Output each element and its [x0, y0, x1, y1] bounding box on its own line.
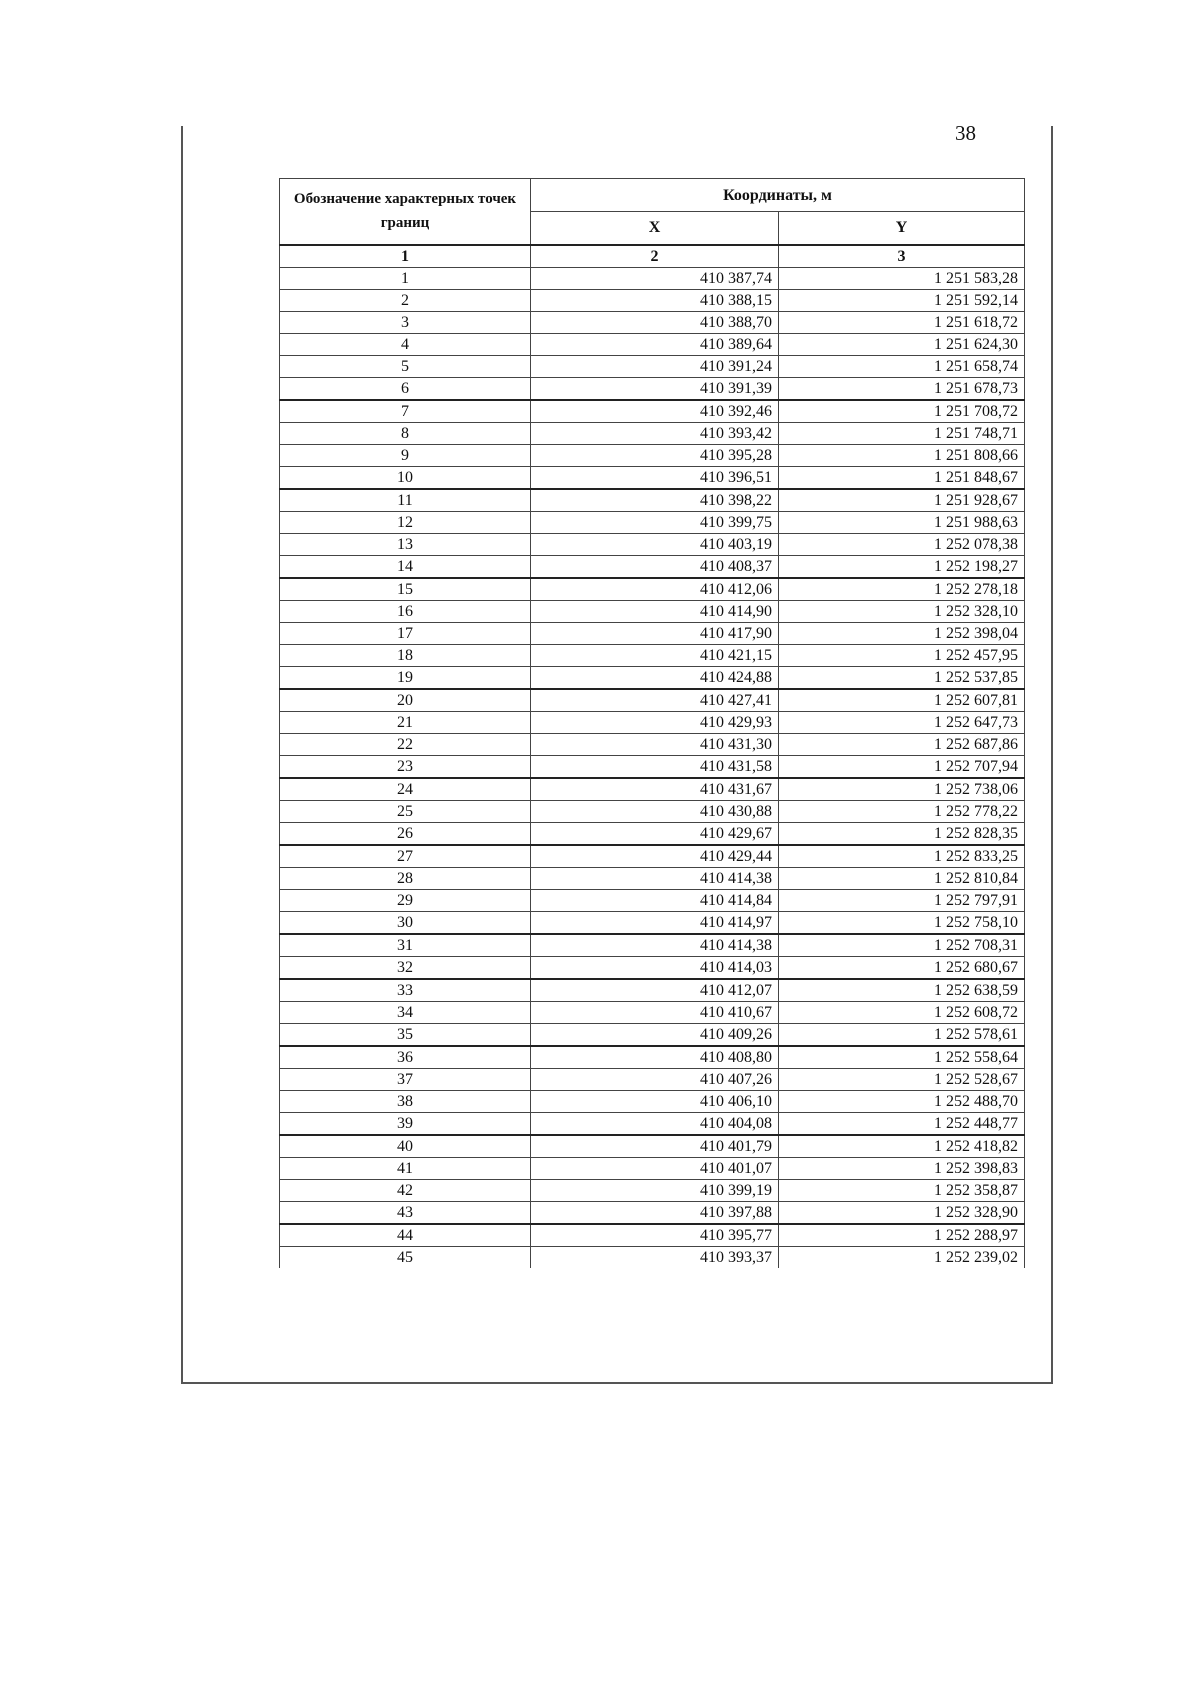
x-coordinate-cell: 410 395,77	[531, 1224, 779, 1247]
x-coordinate-cell: 410 414,97	[531, 911, 779, 934]
x-coordinate-cell: 410 406,10	[531, 1090, 779, 1112]
x-coordinate-cell: 410 392,46	[531, 400, 779, 423]
y-coordinate-cell: 1 251 848,67	[779, 466, 1025, 489]
x-coordinate-cell: 410 408,37	[531, 555, 779, 578]
x-coordinate-cell: 410 404,08	[531, 1112, 779, 1135]
table-row	[280, 911, 1025, 934]
point-number-cell: 32	[280, 956, 531, 979]
table-row	[280, 1201, 1025, 1224]
column-number-2: 2	[531, 245, 779, 268]
x-coordinate-cell: 410 429,44	[531, 845, 779, 868]
x-coordinate-cell: 410 424,88	[531, 666, 779, 689]
table-row	[280, 289, 1025, 311]
table-row	[280, 822, 1025, 845]
x-coordinate-cell: 410 431,67	[531, 778, 779, 801]
table-row	[280, 1112, 1025, 1135]
y-coordinate-cell: 1 252 418,82	[779, 1135, 1025, 1158]
table-row	[280, 1046, 1025, 1069]
x-coordinate-cell: 410 393,37	[531, 1246, 779, 1268]
table-row	[280, 956, 1025, 979]
y-coordinate-cell: 1 252 608,72	[779, 1001, 1025, 1023]
point-number-cell: 18	[280, 644, 531, 666]
point-number-cell: 1	[280, 267, 531, 289]
y-coordinate-cell: 1 252 278,18	[779, 578, 1025, 601]
table-row	[280, 1023, 1025, 1046]
x-coordinate-cell: 410 430,88	[531, 800, 779, 822]
y-coordinate-cell: 1 252 833,25	[779, 845, 1025, 868]
table-row	[280, 555, 1025, 578]
x-coordinate-cell: 410 414,38	[531, 867, 779, 889]
point-number-cell: 3	[280, 311, 531, 333]
point-number-cell: 35	[280, 1023, 531, 1046]
x-coordinate-cell: 410 387,74	[531, 267, 779, 289]
x-coordinate-cell: 410 408,80	[531, 1046, 779, 1069]
x-coordinate-cell: 410 427,41	[531, 689, 779, 712]
y-coordinate-cell: 1 252 398,83	[779, 1157, 1025, 1179]
point-number-cell: 20	[280, 689, 531, 712]
table-row	[280, 778, 1025, 801]
y-coordinate-cell: 1 251 928,67	[779, 489, 1025, 512]
point-number-cell: 38	[280, 1090, 531, 1112]
table-row	[280, 1179, 1025, 1201]
point-number-cell: 31	[280, 934, 531, 957]
table-row	[280, 800, 1025, 822]
y-coordinate-cell: 1 252 578,61	[779, 1023, 1025, 1046]
x-coordinate-cell: 410 391,24	[531, 355, 779, 377]
y-coordinate-cell: 1 251 618,72	[779, 311, 1025, 333]
x-coordinate-cell: 410 409,26	[531, 1023, 779, 1046]
table-row	[280, 311, 1025, 333]
x-coordinate-cell: 410 414,03	[531, 956, 779, 979]
coordinates-table	[279, 178, 1025, 1268]
table-row	[280, 1246, 1025, 1268]
y-coordinate-cell: 1 251 583,28	[779, 267, 1025, 289]
y-coordinate-cell: 1 252 358,87	[779, 1179, 1025, 1201]
table-row	[280, 979, 1025, 1002]
table-row	[280, 355, 1025, 377]
header-x-label: X	[531, 212, 779, 245]
y-coordinate-cell: 1 252 738,06	[779, 778, 1025, 801]
table-row	[280, 1001, 1025, 1023]
table-body	[280, 267, 1025, 1268]
point-number-cell: 12	[280, 511, 531, 533]
point-number-cell: 40	[280, 1135, 531, 1158]
y-coordinate-cell: 1 252 707,94	[779, 755, 1025, 778]
y-coordinate-cell: 1 252 398,04	[779, 622, 1025, 644]
y-coordinate-cell: 1 252 448,77	[779, 1112, 1025, 1135]
y-coordinate-cell: 1 252 687,86	[779, 733, 1025, 755]
point-number-cell: 44	[280, 1224, 531, 1247]
point-number-cell: 33	[280, 979, 531, 1002]
table-row	[280, 267, 1025, 289]
table-row	[280, 400, 1025, 423]
point-number-cell: 28	[280, 867, 531, 889]
y-coordinate-cell: 1 252 758,10	[779, 911, 1025, 934]
y-coordinate-cell: 1 252 828,35	[779, 822, 1025, 845]
point-number-cell: 21	[280, 711, 531, 733]
y-coordinate-cell: 1 252 558,64	[779, 1046, 1025, 1069]
x-coordinate-cell: 410 401,79	[531, 1135, 779, 1158]
point-number-cell: 2	[280, 289, 531, 311]
point-number-cell: 7	[280, 400, 531, 423]
y-coordinate-cell: 1 252 457,95	[779, 644, 1025, 666]
point-number-cell: 11	[280, 489, 531, 512]
x-coordinate-cell: 410 393,42	[531, 422, 779, 444]
y-coordinate-cell: 1 252 708,31	[779, 934, 1025, 957]
table-row	[280, 622, 1025, 644]
y-coordinate-cell: 1 252 328,90	[779, 1201, 1025, 1224]
x-coordinate-cell: 410 397,88	[531, 1201, 779, 1224]
y-coordinate-cell: 1 252 797,91	[779, 889, 1025, 911]
point-number-cell: 17	[280, 622, 531, 644]
point-number-cell: 6	[280, 377, 531, 400]
x-coordinate-cell: 410 399,19	[531, 1179, 779, 1201]
y-coordinate-cell: 1 252 537,85	[779, 666, 1025, 689]
point-number-cell: 26	[280, 822, 531, 845]
x-coordinate-cell: 410 429,93	[531, 711, 779, 733]
point-number-cell: 36	[280, 1046, 531, 1069]
x-coordinate-cell: 410 401,07	[531, 1157, 779, 1179]
y-coordinate-cell: 1 251 624,30	[779, 333, 1025, 355]
table-row	[280, 867, 1025, 889]
table-row	[280, 711, 1025, 733]
x-coordinate-cell: 410 395,28	[531, 444, 779, 466]
header-coordinates-label: Координаты, м	[531, 179, 1025, 212]
point-number-cell: 10	[280, 466, 531, 489]
x-coordinate-cell: 410 389,64	[531, 333, 779, 355]
x-coordinate-cell: 410 399,75	[531, 511, 779, 533]
page-number: 38	[955, 121, 976, 145]
y-coordinate-cell: 1 252 607,81	[779, 689, 1025, 712]
x-coordinate-cell: 410 421,15	[531, 644, 779, 666]
x-coordinate-cell: 410 403,19	[531, 533, 779, 555]
x-coordinate-cell: 410 388,15	[531, 289, 779, 311]
y-coordinate-cell: 1 252 778,22	[779, 800, 1025, 822]
x-coordinate-cell: 410 410,67	[531, 1001, 779, 1023]
table-row	[280, 1224, 1025, 1247]
table-row	[280, 689, 1025, 712]
x-coordinate-cell: 410 417,90	[531, 622, 779, 644]
y-coordinate-cell: 1 251 988,63	[779, 511, 1025, 533]
y-coordinate-cell: 1 252 488,70	[779, 1090, 1025, 1112]
x-coordinate-cell: 410 396,51	[531, 466, 779, 489]
table-row	[280, 466, 1025, 489]
table-row	[280, 1135, 1025, 1158]
y-coordinate-cell: 1 252 638,59	[779, 979, 1025, 1002]
point-number-cell: 13	[280, 533, 531, 555]
point-number-cell: 27	[280, 845, 531, 868]
table-row	[280, 889, 1025, 911]
table-row	[280, 666, 1025, 689]
point-number-cell: 39	[280, 1112, 531, 1135]
x-coordinate-cell: 410 414,38	[531, 934, 779, 957]
table-row	[280, 1068, 1025, 1090]
table-row	[280, 600, 1025, 622]
x-coordinate-cell: 410 431,58	[531, 755, 779, 778]
x-coordinate-cell: 410 398,22	[531, 489, 779, 512]
y-coordinate-cell: 1 252 239,02	[779, 1246, 1025, 1268]
table-row	[280, 934, 1025, 957]
y-coordinate-cell: 1 251 748,71	[779, 422, 1025, 444]
y-coordinate-cell: 1 252 680,67	[779, 956, 1025, 979]
table-row	[280, 1090, 1025, 1112]
column-number-1: 1	[280, 245, 531, 268]
y-coordinate-cell: 1 251 678,73	[779, 377, 1025, 400]
table-row	[280, 489, 1025, 512]
x-coordinate-cell: 410 412,06	[531, 578, 779, 601]
table-row	[280, 755, 1025, 778]
table-row	[280, 533, 1025, 555]
point-number-cell: 4	[280, 333, 531, 355]
table-row	[280, 333, 1025, 355]
table-row	[280, 644, 1025, 666]
point-number-cell: 34	[280, 1001, 531, 1023]
point-number-cell: 42	[280, 1179, 531, 1201]
point-number-cell: 37	[280, 1068, 531, 1090]
point-number-cell: 23	[280, 755, 531, 778]
x-coordinate-cell: 410 431,30	[531, 733, 779, 755]
header-point-label: Обозначение характерных точек границ	[280, 179, 531, 245]
point-number-cell: 25	[280, 800, 531, 822]
point-number-cell: 19	[280, 666, 531, 689]
point-number-cell: 9	[280, 444, 531, 466]
point-number-cell: 5	[280, 355, 531, 377]
y-coordinate-cell: 1 252 288,97	[779, 1224, 1025, 1247]
point-number-cell: 24	[280, 778, 531, 801]
table-row	[280, 377, 1025, 400]
point-number-cell: 22	[280, 733, 531, 755]
x-coordinate-cell: 410 388,70	[531, 311, 779, 333]
point-number-cell: 16	[280, 600, 531, 622]
y-coordinate-cell: 1 252 078,38	[779, 533, 1025, 555]
y-coordinate-cell: 1 251 592,14	[779, 289, 1025, 311]
point-number-cell: 15	[280, 578, 531, 601]
column-number-3: 3	[779, 245, 1025, 268]
point-number-cell: 8	[280, 422, 531, 444]
table-row	[280, 422, 1025, 444]
y-coordinate-cell: 1 252 328,10	[779, 600, 1025, 622]
header-y-label: Y	[779, 212, 1025, 245]
y-coordinate-cell: 1 251 658,74	[779, 355, 1025, 377]
table-row	[280, 845, 1025, 868]
point-number-cell: 30	[280, 911, 531, 934]
x-coordinate-cell: 410 414,90	[531, 600, 779, 622]
x-coordinate-cell: 410 414,84	[531, 889, 779, 911]
y-coordinate-cell: 1 252 810,84	[779, 867, 1025, 889]
y-coordinate-cell: 1 252 528,67	[779, 1068, 1025, 1090]
table-row	[280, 1157, 1025, 1179]
point-number-cell: 45	[280, 1246, 531, 1268]
x-coordinate-cell: 410 412,07	[531, 979, 779, 1002]
x-coordinate-cell: 410 391,39	[531, 377, 779, 400]
y-coordinate-cell: 1 252 198,27	[779, 555, 1025, 578]
table-row	[280, 578, 1025, 601]
point-number-cell: 14	[280, 555, 531, 578]
point-number-cell: 41	[280, 1157, 531, 1179]
point-number-cell: 43	[280, 1201, 531, 1224]
x-coordinate-cell: 410 429,67	[531, 822, 779, 845]
table-row	[280, 444, 1025, 466]
point-number-cell: 29	[280, 889, 531, 911]
table-row	[280, 511, 1025, 533]
x-coordinate-cell: 410 407,26	[531, 1068, 779, 1090]
y-coordinate-cell: 1 251 808,66	[779, 444, 1025, 466]
table-row	[280, 733, 1025, 755]
y-coordinate-cell: 1 252 647,73	[779, 711, 1025, 733]
y-coordinate-cell: 1 251 708,72	[779, 400, 1025, 423]
